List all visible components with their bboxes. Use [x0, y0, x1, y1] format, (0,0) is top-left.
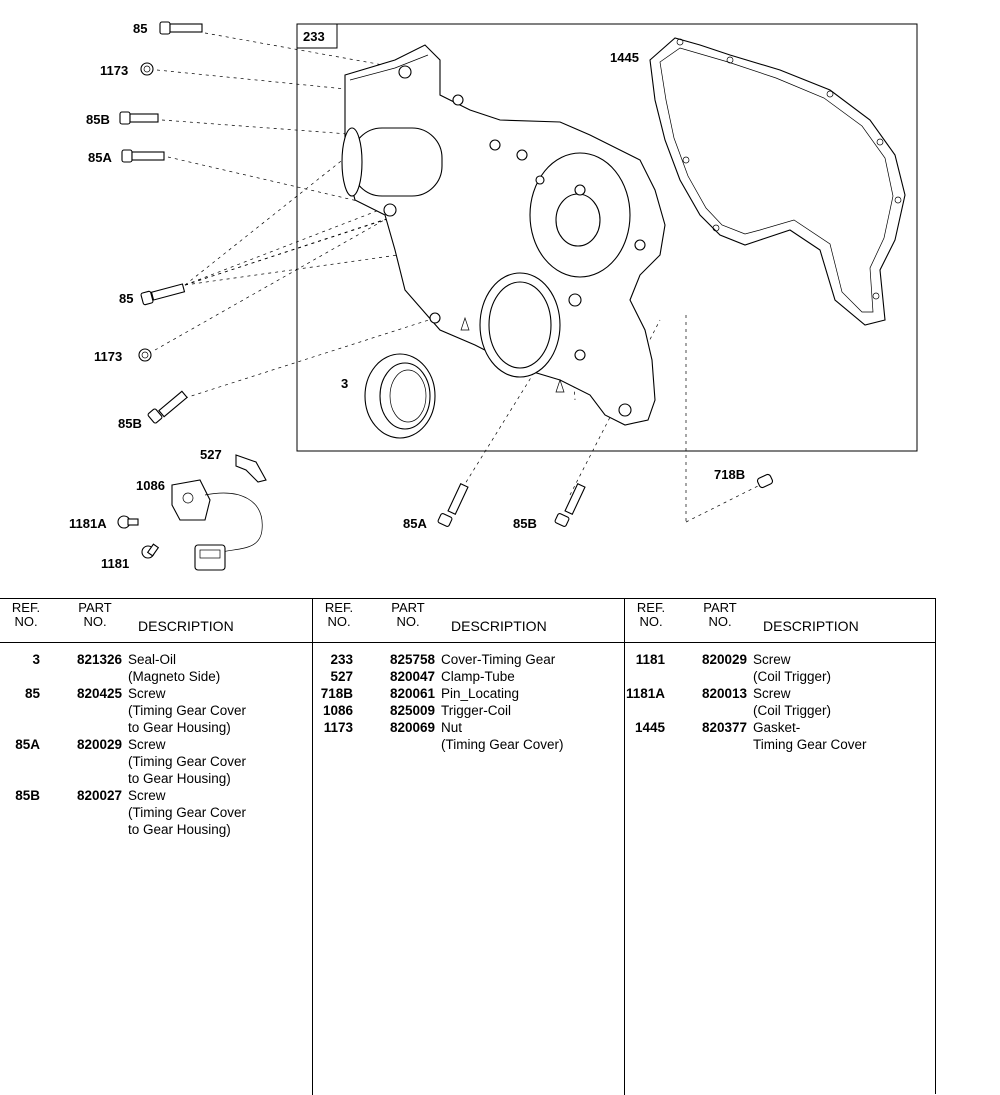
ref-no: 718B — [320, 686, 353, 701]
screw-85b-bottom — [554, 484, 585, 527]
nut-1173-top — [141, 63, 153, 75]
description-line: to Gear Housing) — [128, 720, 231, 735]
table-row — [625, 719, 936, 753]
callout-718b: 718B — [714, 467, 746, 482]
part-no: 820425 — [76, 686, 122, 701]
description — [128, 787, 312, 838]
callout-85a-bottom: 85A — [403, 516, 427, 531]
header-description: DESCRIPTION — [451, 618, 547, 634]
ref-no: 1445 — [634, 720, 665, 735]
parts-rows — [625, 651, 936, 753]
description-line: Screw — [128, 737, 166, 752]
description-line: (Timing Gear Cover — [128, 805, 247, 820]
table-row — [0, 651, 312, 685]
table-row — [313, 702, 624, 719]
table-row — [625, 651, 936, 685]
description-line: Pin_Locating — [441, 686, 520, 701]
table-row — [313, 668, 624, 685]
callout-85-mid: 85 — [119, 291, 134, 306]
parts-rows — [313, 651, 624, 753]
description — [128, 685, 312, 736]
parts-rows — [0, 651, 312, 838]
table-header — [625, 599, 936, 643]
description-line: Screw — [128, 686, 166, 701]
callout-85-top: 85 — [133, 21, 148, 36]
ref-no: 85 — [24, 686, 40, 701]
callout-1173-mid: 1173 — [94, 349, 123, 364]
parts-list-table — [0, 598, 936, 1094]
callout-1173-top: 1173 — [100, 63, 129, 78]
description-line: (Coil Trigger) — [753, 703, 832, 718]
description — [441, 651, 624, 668]
screw-1181a — [118, 516, 138, 528]
callout-1086: 1086 — [136, 478, 165, 493]
callout-527: 527 — [200, 447, 222, 462]
description-line: Screw — [128, 788, 166, 803]
table-row — [0, 736, 312, 787]
part-no: 820377 — [701, 720, 747, 735]
header-part-no: PART NO. — [391, 600, 425, 629]
description-line: (Timing Gear Cover — [128, 703, 247, 718]
timing-gear-cover-gasket — [650, 38, 905, 325]
locating-pin-718b — [757, 474, 774, 489]
callout-85b-mid: 85B — [118, 416, 142, 431]
screw-1181 — [142, 544, 158, 558]
description — [441, 719, 624, 753]
header-part-no: PART NO. — [703, 600, 737, 629]
screw-85b-mid — [147, 391, 187, 424]
description-line: Cover-Timing Gear — [441, 652, 556, 667]
description-line: Nut — [441, 720, 463, 735]
description-line: Clamp-Tube — [441, 669, 515, 684]
callout-233: 233 — [303, 29, 325, 44]
oil-seal — [365, 354, 435, 438]
description-line: Screw — [753, 652, 791, 667]
part-no: 820047 — [389, 669, 435, 684]
description — [441, 685, 624, 702]
description-line: Trigger-Coil — [441, 703, 512, 718]
description-line: Seal-Oil — [128, 652, 177, 667]
callout-1181a: 1181A — [69, 516, 107, 531]
parts-column-3 — [624, 599, 936, 1095]
callout-1181: 1181 — [101, 556, 130, 571]
header-ref-no: REF. NO. — [636, 600, 666, 629]
table-row — [0, 787, 312, 838]
callout-1445: 1445 — [610, 50, 639, 65]
tube-clamp-527 — [236, 455, 266, 482]
ref-no: 233 — [330, 652, 353, 667]
nut-1173-mid — [139, 349, 151, 361]
callout-85b-top: 85B — [86, 112, 110, 127]
part-no: 820029 — [701, 652, 747, 667]
description — [753, 685, 936, 719]
table-row — [0, 685, 312, 736]
header-ref-no: REF. NO. — [11, 600, 41, 629]
part-no: 820013 — [701, 686, 747, 701]
description-line: (Timing Gear Cover) — [441, 737, 564, 752]
trigger-coil-1086 — [172, 480, 262, 570]
part-no: 825009 — [389, 703, 435, 718]
description-line: (Coil Trigger) — [753, 669, 832, 684]
screw-85a-bottom — [437, 484, 468, 527]
description-line: to Gear Housing) — [128, 822, 231, 837]
description — [441, 702, 624, 719]
part-no: 820069 — [389, 720, 435, 735]
ref-no: 85A — [15, 737, 40, 752]
screw-85b-top — [120, 112, 158, 124]
ref-no: 1181 — [635, 652, 665, 667]
header-ref-no: REF. NO. — [324, 600, 354, 629]
screw-85-top — [160, 22, 202, 34]
callout-85b-bottom: 85B — [513, 516, 537, 531]
description-line: (Timing Gear Cover — [128, 754, 247, 769]
description — [753, 719, 936, 753]
table-row — [313, 651, 624, 668]
parts-column-1 — [0, 599, 312, 1095]
callout-85a-top: 85A — [88, 150, 112, 165]
part-no: 825758 — [389, 652, 435, 667]
header-description: DESCRIPTION — [138, 618, 234, 634]
description-line: Gasket- — [753, 720, 801, 735]
part-no: 820029 — [76, 737, 122, 752]
header-description: DESCRIPTION — [763, 618, 859, 634]
ref-no: 85B — [15, 788, 40, 803]
description — [753, 651, 936, 685]
screw-85-mid — [141, 284, 185, 305]
part-no: 820061 — [389, 686, 435, 701]
table-row — [625, 685, 936, 719]
screw-85a-top — [122, 150, 164, 162]
part-no: 821326 — [76, 652, 122, 667]
ref-no: 527 — [330, 669, 353, 684]
description — [128, 651, 312, 685]
table-header — [313, 599, 624, 643]
description — [441, 668, 624, 685]
parts-column-2 — [312, 599, 624, 1095]
table-header — [0, 599, 312, 643]
description-line: (Magneto Side) — [128, 669, 221, 684]
description-line: Screw — [753, 686, 791, 701]
ref-no: 3 — [32, 652, 40, 667]
description — [128, 736, 312, 787]
ref-no: 1086 — [322, 703, 353, 718]
description-line: to Gear Housing) — [128, 771, 231, 786]
ref-no: 1173 — [323, 720, 353, 735]
ref-no: 1181A — [625, 686, 665, 701]
table-row — [313, 719, 624, 753]
table-row — [313, 685, 624, 702]
header-part-no: PART NO. — [78, 600, 112, 629]
part-no: 820027 — [76, 788, 122, 803]
callout-3: 3 — [341, 376, 349, 391]
description-line: Timing Gear Cover — [753, 737, 867, 752]
